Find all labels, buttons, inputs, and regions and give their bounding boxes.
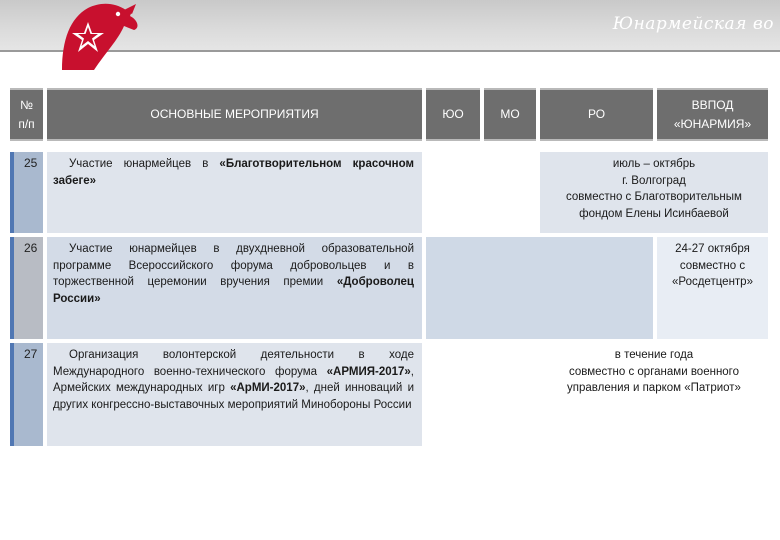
yunarmia-eagle-star-logo-icon — [54, 0, 140, 72]
empty-cell — [426, 152, 540, 233]
event-text: , дней инноваций и других конгрессно-выставочных мероприятий Минобороны России — [53, 382, 414, 411]
banner-tagline: Юнармейская во — [612, 14, 774, 34]
col-header-number: № п/п — [10, 88, 43, 141]
col-header-ro: РО — [540, 88, 653, 141]
event-description — [47, 237, 422, 339]
event-title: «АРМИЯ-2017» — [326, 365, 411, 378]
event-text: Участие юнармейцев в — [69, 158, 220, 170]
empty-cell — [426, 343, 540, 446]
empty-cell — [426, 237, 653, 339]
event-title: «Доброволец России» — [53, 276, 414, 305]
col-header-mo: МО — [484, 88, 536, 141]
event-text: Организация волонтерской деятельности в ходе Международного военно-технического форума — [53, 349, 414, 378]
event-notes: 24-27 октября совместно с «Росдетцентр» — [657, 237, 768, 339]
col-header-vvpod: ВВПОД «ЮНАРМИЯ» — [657, 88, 768, 141]
row-number: 27 — [10, 343, 43, 446]
event-notes: в течение года совместно с органами военного управления и парком «Патриот» — [540, 343, 768, 446]
event-title: «АрМИ-2017» — [230, 382, 306, 395]
event-description — [47, 343, 422, 446]
col-header-events: ОСНОВНЫЕ МЕРОПРИЯТИЯ — [47, 88, 422, 141]
event-description — [47, 152, 422, 233]
event-text: , Армейских международных игр — [53, 365, 414, 395]
event-notes: июль – октябрь г. Волгоград совместно с Благотворительным фондом Елены Исинбаевой — [540, 152, 768, 233]
row-number: 25 — [10, 152, 43, 233]
row-number: 26 — [10, 237, 43, 339]
event-text: Участие юнармейцев в двухдневной образовательной программе Всероссийского форума добровольцев и в торжественной церемонии вручения премии — [53, 243, 414, 289]
col-header-yuo: ЮО — [426, 88, 480, 141]
event-title: «Благотворительном красочном забеге» — [53, 158, 414, 187]
